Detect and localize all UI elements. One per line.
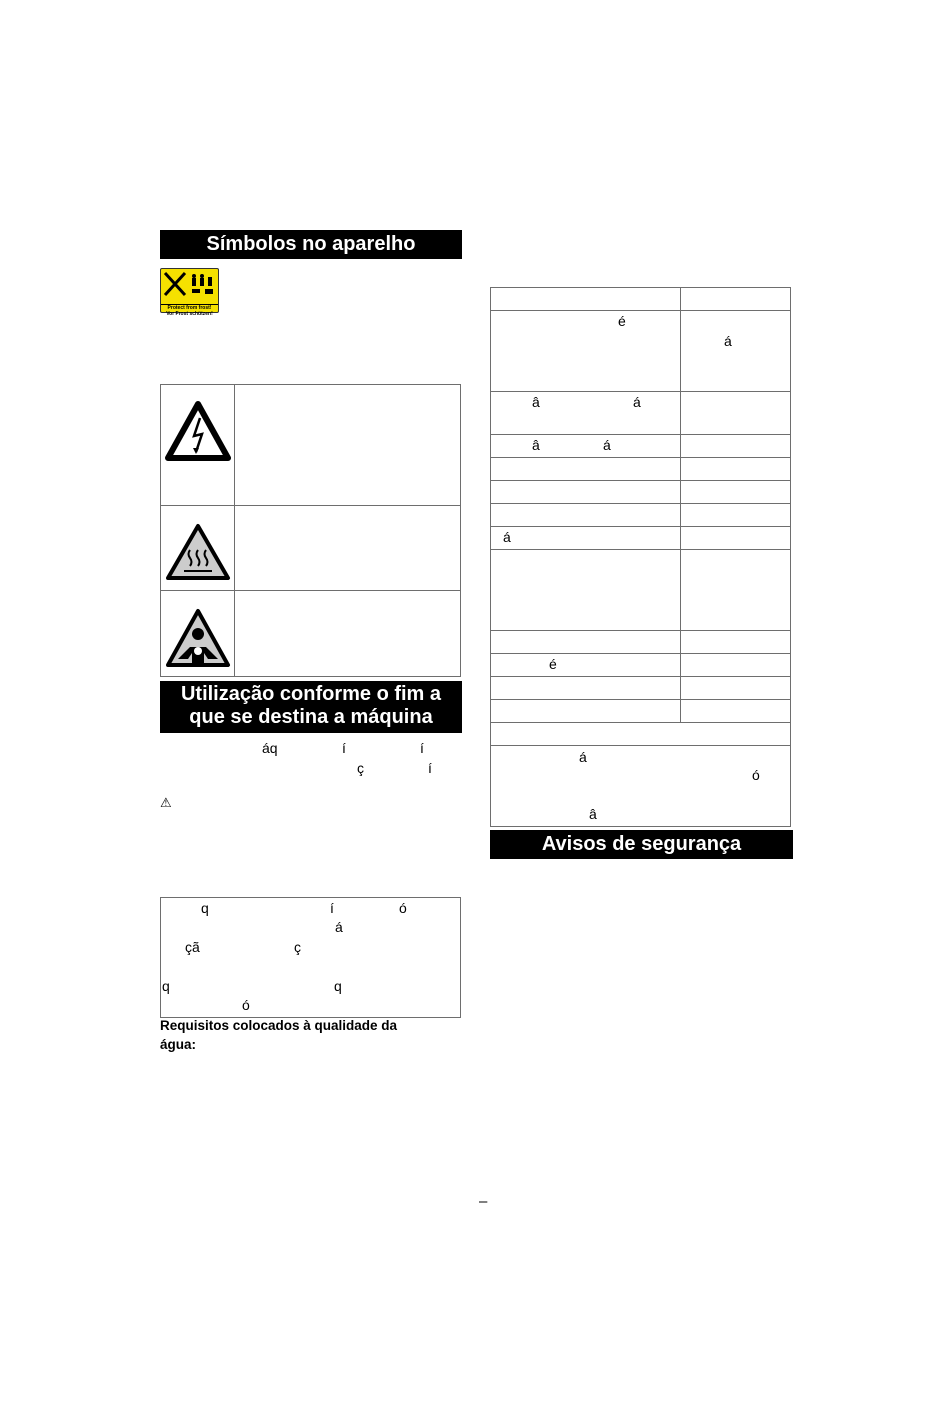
text-fragment: â — [532, 394, 540, 410]
table-divider — [680, 287, 681, 722]
symbols-heading: Símbolos no aparelho — [160, 230, 462, 259]
text-fragment: ó — [399, 900, 407, 916]
table-divider — [490, 503, 791, 504]
table-divider — [160, 505, 461, 506]
text-fragment: ó — [242, 997, 250, 1013]
frost-label-text-en: Protect from frost! — [167, 305, 212, 311]
text-fragment: á — [603, 437, 611, 453]
table-divider — [490, 745, 791, 746]
text-fragment: á — [503, 529, 511, 545]
electric-shock-warning-icon — [164, 400, 232, 462]
table-divider — [490, 457, 791, 458]
water-quality-heading-line1: Requisitos colocados à qualidade da — [160, 1018, 398, 1033]
text-fragment: á — [724, 333, 732, 349]
text-fragment: â — [532, 437, 540, 453]
text-fragment: á — [633, 394, 641, 410]
water-quality-heading-line2: água: — [160, 1037, 197, 1052]
intended-use-heading — [160, 681, 462, 733]
table-divider — [160, 590, 461, 591]
safety-heading: Avisos de segurança — [490, 830, 793, 859]
text-fragment: í — [342, 740, 346, 756]
text-fragment: çã — [185, 939, 200, 955]
text-fragment: áq — [262, 740, 278, 756]
frost-protection-label — [160, 268, 219, 317]
table-divider — [490, 391, 791, 392]
warning-icon: ⚠ — [160, 795, 172, 810]
specifications-table — [490, 287, 791, 827]
intended-use-heading-line1: Utilização conforme o fim a — [180, 683, 442, 705]
frost-label-text-de: Vor Frost schützen! — [166, 311, 213, 317]
text-fragment: í — [330, 900, 334, 916]
water-quality-heading — [160, 1016, 397, 1054]
table-divider — [490, 630, 791, 631]
text-fragment: é — [549, 656, 557, 672]
text-fragment: í — [420, 740, 424, 756]
text-fragment: q — [201, 900, 209, 916]
table-divider — [490, 676, 791, 677]
page-number-dash: – — [479, 1193, 488, 1210]
table-divider — [490, 480, 791, 481]
text-fragment: í — [428, 760, 432, 776]
hot-surface-warning-icon — [164, 522, 232, 582]
table-divider — [490, 310, 791, 311]
table-divider — [490, 722, 791, 723]
table-divider — [490, 699, 791, 700]
text-fragment: ç — [294, 939, 301, 955]
table-divider — [490, 526, 791, 527]
table-divider — [490, 653, 791, 654]
text-fragment: ç — [357, 760, 364, 776]
text-fragment: â — [589, 806, 597, 822]
text-fragment: ó — [752, 767, 760, 783]
intended-use-heading-line2: que se destina a máquina — [189, 706, 433, 728]
table-divider — [490, 434, 791, 435]
table-divider — [490, 549, 791, 550]
text-fragment: é — [618, 313, 626, 329]
text-fragment: á — [579, 749, 587, 765]
text-fragment: á — [335, 919, 343, 935]
frost-pictogram-icon — [161, 269, 218, 299]
hot-steam-warning-icon — [164, 607, 232, 669]
text-fragment: q — [334, 978, 342, 994]
table-divider — [234, 384, 235, 677]
text-fragment: q — [162, 978, 170, 994]
